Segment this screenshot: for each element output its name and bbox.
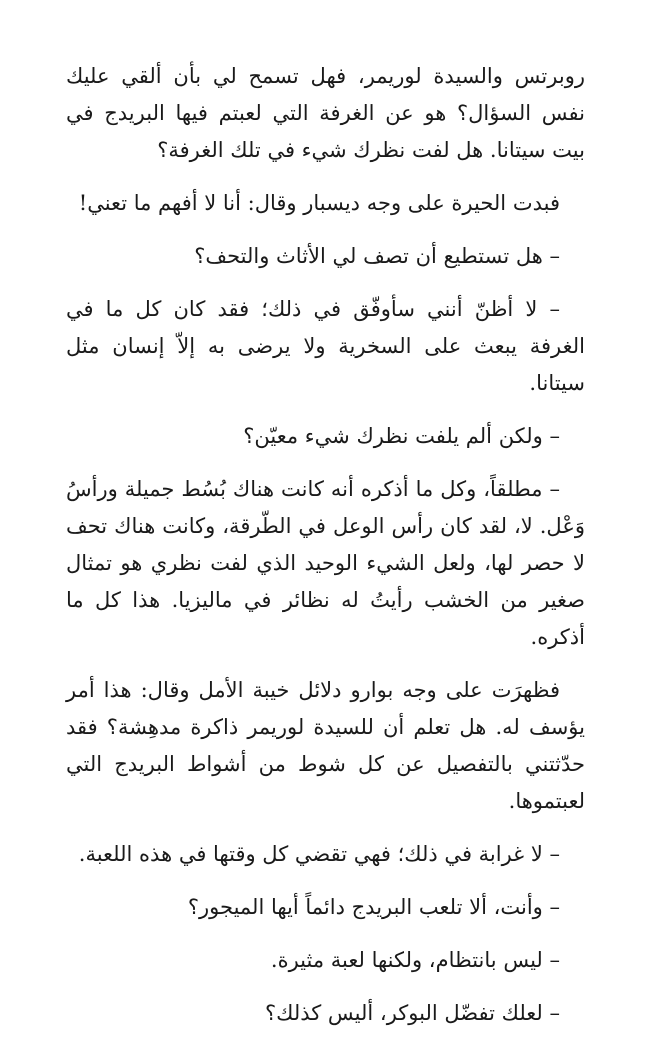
dialogue-line-3: – ولكن ألم يلفت نظرك شيء معيّن؟ <box>243 424 560 448</box>
dialogue-line-4: – مطلقاً، وكل ما أذكره أنه كانت هناك بُسُط جميلة ورأسُ وَعْل. لا، لقد كان رأس الوعل في الطّرقة، وكانت هناك تحف لا حصر لها، ولعل الشيء الوحيد الذي لفت نظري هو تمثال صغير من الخشب رأيتُ له نظائر في ماليزيا. هذا كل ما أذكره. <box>66 477 585 649</box>
dialogue-line-1: – هل تستطيع أن تصف لي الأثاث والتحف؟ <box>194 244 560 268</box>
dialogue-line-8: – لعلك تفضّل البوكر، أليس كذلك؟ <box>264 1001 560 1025</box>
paragraph-3: فظهرَت على وجه بوارو دلائل خيبة الأمل وقال: هذا أمر يؤسف له. هل تعلم أن للسيدة لوريمر ذاكرة مدهِشة؟ فقد حدّثتني بالتفصيل عن كل شوط من أشواط البريدج التي لعبتموها. <box>66 678 585 813</box>
dialogue-line-7: – ليس بانتظام، ولكنها لعبة مثيرة. <box>270 948 560 972</box>
dialogue-line-5: – لا غرابة في ذلك؛ فهي تقضي كل وقتها في هذه اللعبة. <box>78 842 560 866</box>
dialogue-line-2: – لا أظنّ أنني سأوفّق في ذلك؛ فقد كان كل ما في الغرفة يبعث على السخرية ولا يرضى به إلاّ إنسان مثل سيتانا. <box>66 297 585 395</box>
dialogue-line-6: – وأنت، ألا تلعب البريدج دائماً أيها الميجور؟ <box>187 895 560 919</box>
book-page <box>66 58 585 1048</box>
paragraph-1: روبرتس والسيدة لوريمر، فهل تسمح لي بأن ألقي عليك نفس السؤال؟ هو عن الغرفة التي لعبتم فيها البريدج في بيت سيتانا. هل لفت نظرك شيء في تلك الغرفة؟ <box>66 64 585 162</box>
paragraph-2: فبدت الحيرة على وجه ديسبار وقال: أنا لا أفهم ما تعني! <box>78 191 560 215</box>
